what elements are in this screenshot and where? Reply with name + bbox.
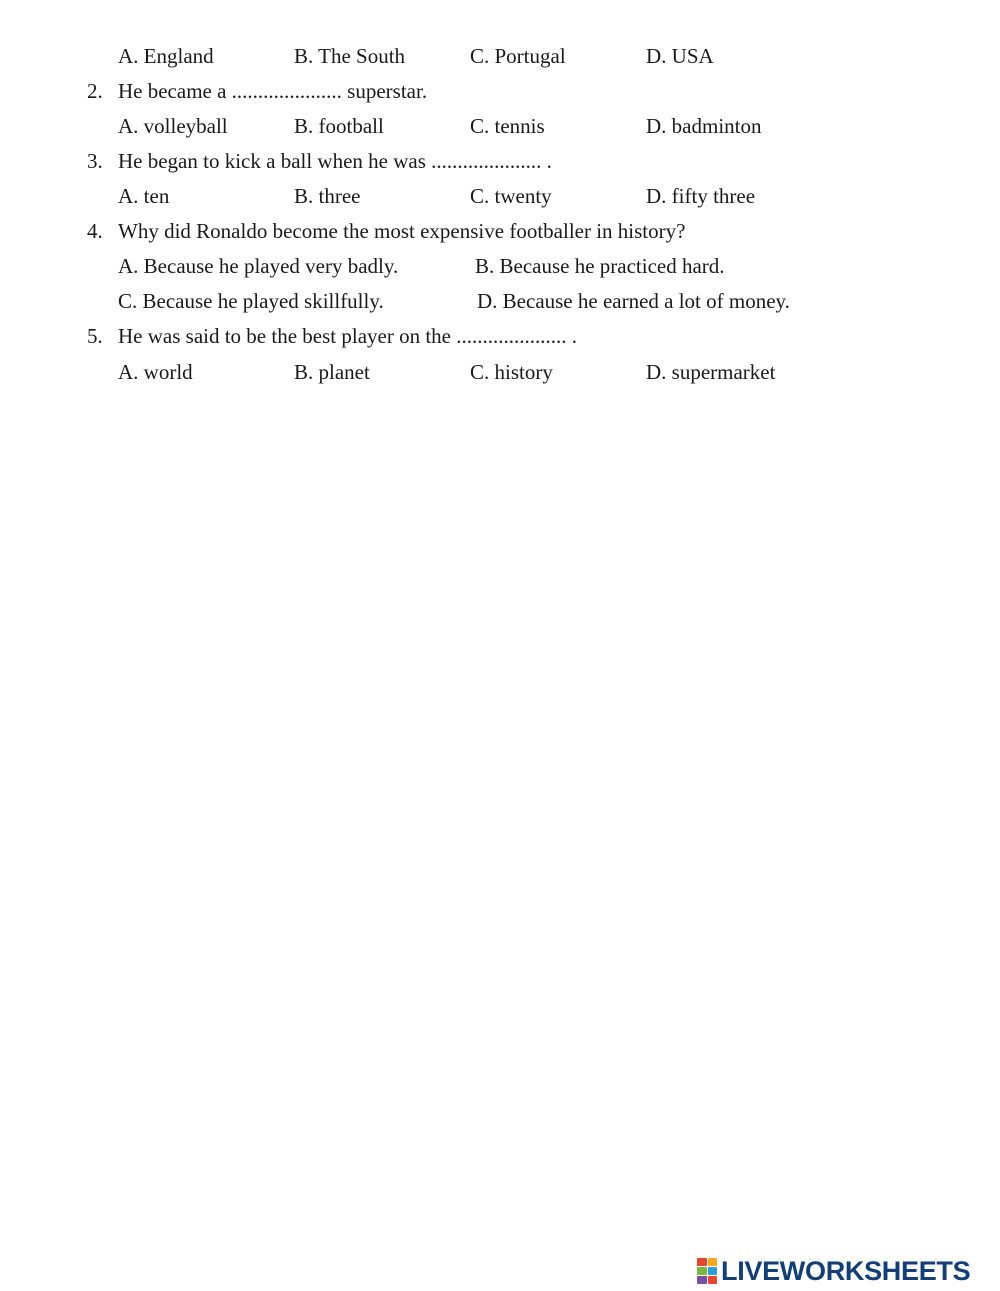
option-c[interactable]: C. twenty bbox=[470, 184, 552, 208]
question-number: 2. bbox=[87, 79, 103, 103]
logo-tile bbox=[708, 1267, 718, 1275]
question-3-options bbox=[0, 179, 1000, 214]
question-text: He was said to be the best player on the ..................... . bbox=[118, 324, 577, 348]
liveworksheets-logo bbox=[697, 1255, 970, 1287]
option-b[interactable]: B. planet bbox=[294, 360, 370, 384]
option-a[interactable]: A. ten bbox=[118, 184, 170, 208]
option-d[interactable]: D. Because he earned a lot of money. bbox=[477, 289, 790, 313]
option-a[interactable]: A. volleyball bbox=[118, 114, 228, 138]
brand-name: LIVEWORKSHEETS bbox=[721, 1255, 971, 1286]
logo-tile bbox=[697, 1276, 707, 1284]
logo-tile bbox=[708, 1258, 718, 1266]
question-4-options-row-1 bbox=[0, 249, 1000, 284]
question-5-options bbox=[0, 355, 1000, 390]
option-b[interactable]: B. The South bbox=[294, 44, 406, 68]
question-4-options-row-2 bbox=[0, 284, 1000, 319]
option-a[interactable]: A. world bbox=[118, 360, 193, 384]
option-d[interactable]: D. fifty three bbox=[646, 184, 756, 208]
question-4 bbox=[0, 214, 1000, 249]
question-number: 3. bbox=[87, 149, 103, 173]
option-d[interactable]: D. USA bbox=[646, 44, 714, 68]
option-a[interactable]: A. England bbox=[118, 44, 214, 68]
question-2-options bbox=[0, 109, 1000, 144]
logo-tile bbox=[697, 1258, 707, 1266]
question-5 bbox=[0, 319, 1000, 354]
option-c[interactable]: C. history bbox=[470, 360, 553, 384]
option-a[interactable]: A. Because he played very badly. bbox=[118, 254, 399, 278]
question-text: Why did Ronaldo become the most expensive footballer in history? bbox=[118, 219, 686, 243]
option-d[interactable]: D. badminton bbox=[646, 114, 762, 138]
question-number: 5. bbox=[87, 324, 103, 348]
option-c[interactable]: C. Portugal bbox=[470, 44, 566, 68]
option-b[interactable]: B. Because he practiced hard. bbox=[475, 254, 725, 278]
logo-tile bbox=[697, 1267, 707, 1275]
question-text: He began to kick a ball when he was ..................... . bbox=[118, 149, 552, 173]
option-c[interactable]: C. Because he played skillfully. bbox=[118, 289, 384, 313]
option-d[interactable]: D. supermarket bbox=[646, 360, 776, 384]
question-1-options bbox=[0, 39, 1000, 74]
option-b[interactable]: B. football bbox=[294, 114, 384, 138]
question-2 bbox=[0, 74, 1000, 109]
option-b[interactable]: B. three bbox=[294, 184, 361, 208]
question-number: 4. bbox=[87, 219, 103, 243]
question-text: He became a ..................... superstar. bbox=[118, 79, 428, 103]
question-3 bbox=[0, 144, 1000, 179]
logo-tile bbox=[708, 1276, 718, 1284]
option-c[interactable]: C. tennis bbox=[470, 114, 545, 138]
logo-grid-icon bbox=[697, 1258, 717, 1284]
